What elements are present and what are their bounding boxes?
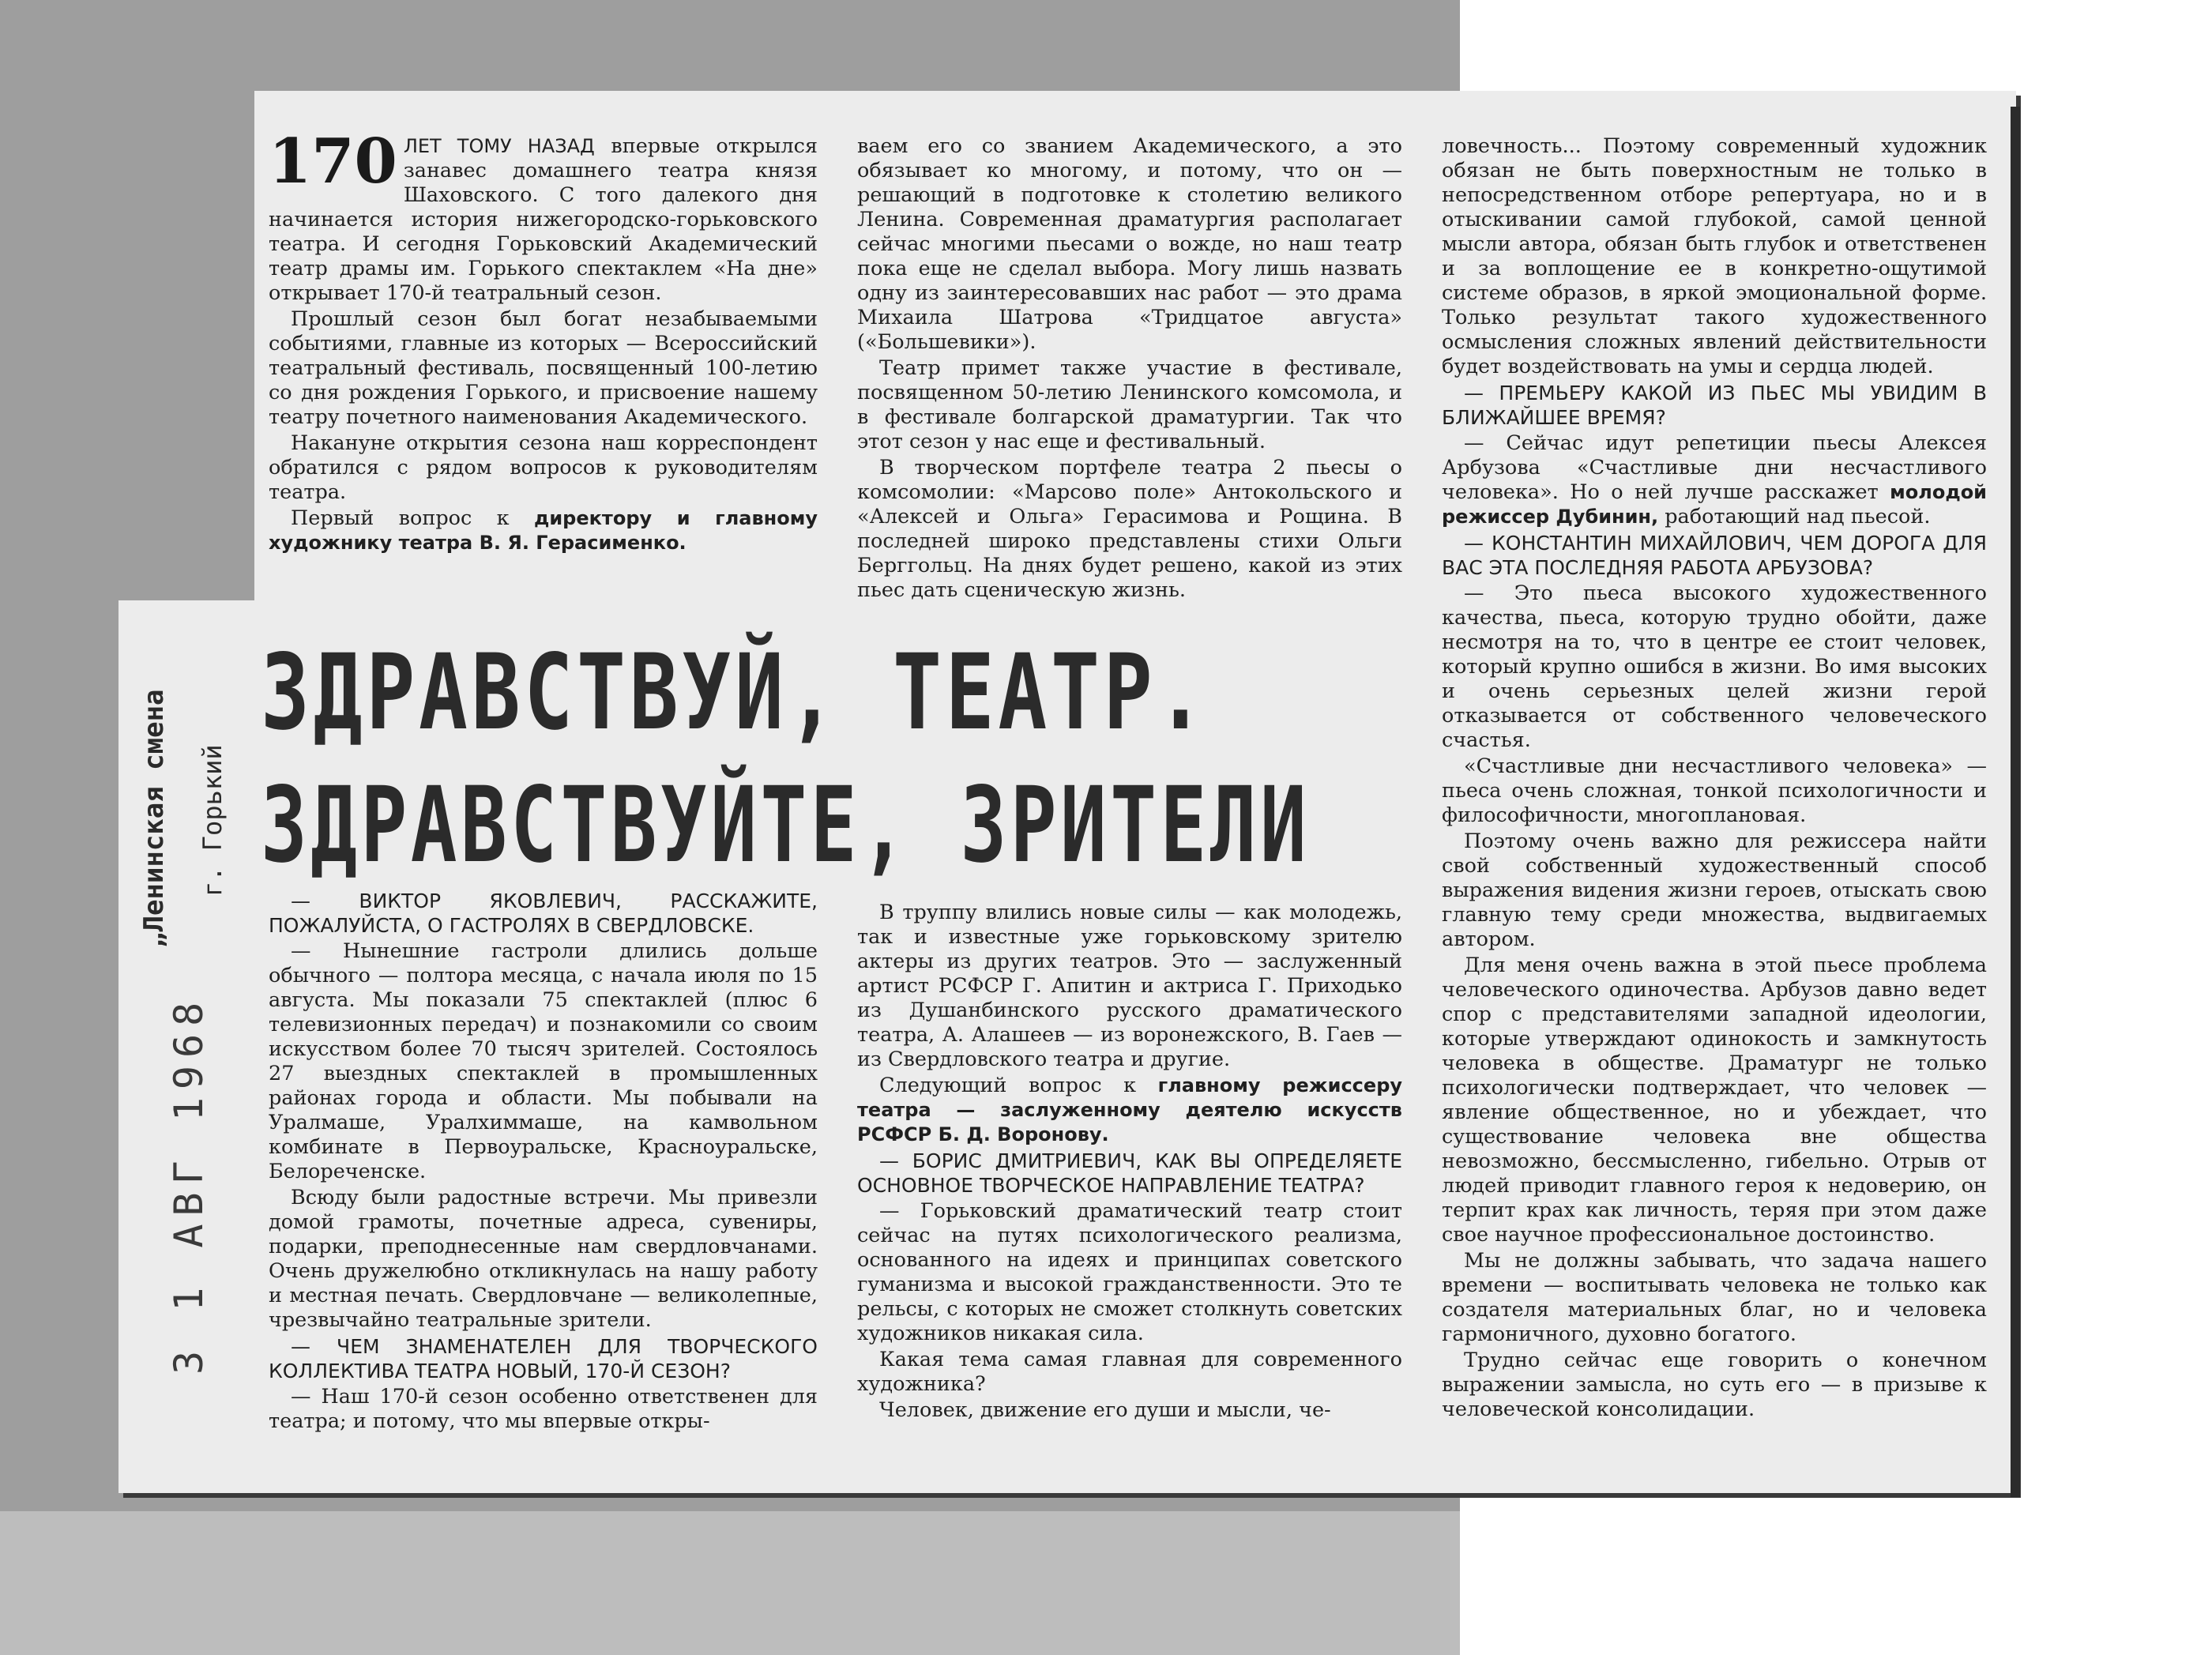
headline-line-2: ЗДРАВСТВУЙТЕ, ЗРИТЕЛИ — [261, 765, 1311, 886]
col4-question-2: — ЧЕМ ЗНАМЕНАТЕЛЕН ДЛЯ ТВОРЧЕСКОГО КОЛЛЕКТИВА ТЕАТРА НОВЫЙ, 170-Й СЕЗОН? — [269, 1335, 818, 1382]
col3-p1: ловечность... Поэтому современный художник обязан не быть поверхностным не только в непосредственном отборе репертуара, но и в отыскивании самой глубокой, самой ценной мысли автора, обязан быть глубок и ответственен и за воплощение ее в конкретно-ощутимой системе образов, в яркой эмоциональной форме. Только результат такого художественного осмысления сложных явлений действительности будет воздействовать на умы и сердца людей. — [1442, 134, 1987, 378]
intro-p4 — [269, 506, 818, 555]
col5-question-1: — БОРИС ДМИТРИЕВИЧ, КАК ВЫ ОПРЕДЕЛЯЕТЕ ОСНОВНОЕ ТВОРЧЕСКОЕ НАПРАВЛЕНИЕ ТЕАТРА? — [857, 1149, 1402, 1197]
newspaper-city: г. Горький — [198, 744, 228, 897]
date-stamp: 3 1 АВГ 1968 — [166, 994, 212, 1375]
col5-p3: Какая тема самая главная для современного художника? — [857, 1348, 1402, 1396]
intro-p4-text: Первый вопрос к — [291, 506, 510, 530]
intro-p2: Прошлый сезон был богат незабываемыми событиями, главные из которых — Всероссийский театральный фестиваль, посвященный 100-летию со дня рождения Горького, и присвоение нашему театру почетного наименования Академического. — [269, 307, 818, 429]
col5-p2 — [857, 1074, 1402, 1147]
col2-p2: Театр примет также участие в фестивале, посвященном 50-летию Ленинского комсомола, и в фестивале болгарской драматургии. Так что этот сезон у нас еще и фестивальный. — [857, 356, 1402, 453]
col3-answer-1-bold: молодой режиссер Дубинин, — [1442, 481, 1987, 528]
column-2 — [857, 134, 1402, 604]
col5-p2-text: Следующий вопрос к — [879, 1074, 1137, 1097]
col3-answer-2: — Это пьеса высокого художественного качества, пьеса, которую трудно обойти, даже несмотря на то, что в центре ее стоит человек, который крупно ошибся в жизни. Во имя высоких и очень серьезных целей жизни герой отказывается от собственного человеческого счастья. — [1442, 581, 1987, 752]
col4-answer-2: — Наш 170-й сезон особенно ответственен для театра; и потому, что мы впервые откры- — [269, 1385, 818, 1433]
intro-p4-bold: директору и главному художнику театра В. Я. Герасименко. — [269, 507, 818, 554]
intro-paragraph — [269, 126, 818, 306]
intro-text: впервые открылся занавес домашнего театра князя Шаховского. С того далекого дня начинается история нижегородско-горьковского театра. И сегодня Горьковский Академический театр драмы им. Горького спектаклем «На дне» открывает 170-й театральный сезон. — [269, 134, 818, 305]
col4-p2: Всюду были радостные встречи. Мы привезли домой грамоты, почетные адреса, сувениры, подарки, преподнесенные нам свердловчанами. Очень дружелюбно откликнулась на нашу работу и местная печать. Свердловчане — великолепные, чрезвычайно театральные зрители. — [269, 1186, 818, 1332]
col3-question-1: — ПРЕМЬЕРУ КАКОЙ ИЗ ПЬЕС МЫ УВИДИМ В БЛИЖАЙШЕЕ ВРЕМЯ? — [1442, 382, 1987, 429]
col5-p2-bold: главному режиссеру театра — заслуженному деятелю искусств РСФСР Б. Д. Воронову. — [857, 1074, 1403, 1145]
headline-line-1: ЗДРАВСТВУЙ, ТЕАТР. — [261, 632, 1209, 754]
col3-answer-1-tail: работающий над пьесой. — [1665, 505, 1931, 528]
column-4 — [269, 889, 818, 1435]
col3-p6: Трудно сейчас еще говорить о конечном выражении замысла, но суть его — в призыве к человеческой консолидации. — [1442, 1348, 1987, 1421]
col3-p3: Поэтому очень важно для режиссера найти свой собственный художественный способ выражения видения жизни героев, отыскать свою главную тему среди множества, выдвигаемых автором. — [1442, 829, 1987, 951]
scan-background-bottom — [0, 1511, 1460, 1655]
col3-p4: Для меня очень важна в этой пьесе проблема человеческого одиночества. Арбузов давно ведет спор с представителями западной идеологии, которые утверждают одинокость и замкнутость человека в обществе. Драматург не только психологически подтверждает, что человек — явление общественное, но и убеждает, что существование человека вне общества невозможно, бессмысленно, гибельно. Отрыв от людей приводит главного героя к недоверию, он терпит крах как личность, теряя при этом даже свое научное профессиональное достоинство. — [1442, 954, 1987, 1247]
col5-p1: В труппу влились новые силы — как молодежь, так и известные уже горьковскому зрителю актеры из других театров. Это — заслуженный артист РСФСР Г. Апитин и актриса Г. Приходько из Душанбинского русского драматического театра, А. Алашеев — из воронежского, В. Гаев — из Свердловского театра и другие. — [857, 901, 1402, 1071]
column-3 — [1442, 134, 1987, 1424]
col3-p2: «Счастливые дни несчастливого человека» — пьеса очень сложная, тонкой психологичности и философичности, многоплановая. — [1442, 754, 1987, 827]
intro-column — [269, 126, 818, 557]
col4-answer-1: — Нынешние гастроли длились дольше обычного — полтора месяца, с начала июля по 15 августа. Мы показали 75 спектаклей (плюс 6 телевизионных передач) и познакомили со своим искусством более 70 тысяч зрителей. Состоялось 27 выездных спектаклей в промышленных районах города и области. Мы побывали на Уралмаше, Уралхиммаше, на камвольном комбинате в Первоуральске, Красноуральске, Белореченске. — [269, 939, 818, 1183]
col5-answer-1: — Горьковский драматический театр стоит сейчас на путях психологического реализма, основанного на идеях и принципах советского гуманизма и высокой гражданственности. Это те рельсы, с которых не сможет столкнуть советских художников никакая сила. — [857, 1199, 1402, 1345]
intro-lead: ЛЕТ ТОМУ НАЗАД — [403, 135, 595, 157]
col3-answer-1-text: — Сейчас идут репетиции пьесы Алексея Арбузова «Счастливые дни несчастливого человека». Но о ней лучше расскажет — [1442, 431, 1987, 504]
col2-p1: ваем его со званием Академического, а это обязывает ко многому, и потому, что он — решающий в подготовке к столетию великого Ленина. Современная драматургия располагает сейчас многими пьесами о вожде, но наш театр пока еще не сделал выбора. Могу лишь назвать одну из заинтересовавших нас работ — это драма Михаила Шатрова «Тридцатое августа» («Большевики»). — [857, 134, 1402, 354]
col4-question-1: — ВИКТОР ЯКОВЛЕВИЧ, РАССКАЖИТЕ, ПОЖАЛУЙСТА, О ГАСТРОЛЯХ В СВЕРДЛОВСКЕ. — [269, 890, 818, 937]
col2-p3: В творческом портфеле театра 2 пьесы о комсомолии: «Марсово поле» Антокольского и «Алексей и Ольга» Герасимова и Рощина. В последней широко представлены стихи Ольги Берггольц. На днях будет решено, какой из этих пьес дать сценическую жизнь. — [857, 456, 1402, 602]
newspaper-name: „Ленинская смена — [138, 689, 170, 948]
clipping-edge-shadow — [2011, 107, 2020, 1497]
col3-question-2: — КОНСТАНТИН МИХАЙЛОВИЧ, ЧЕМ ДОРОГА ДЛЯ ВАС ЭТА ПОСЛЕДНЯЯ РАБОТА АРБУЗОВА? — [1442, 532, 1987, 579]
intro-p3: Накануне открытия сезона наш корреспондент обратился с рядом вопросов к руководителям театра. — [269, 431, 818, 504]
intro-number: 170 — [269, 126, 397, 197]
col3-answer-1 — [1442, 431, 1987, 529]
col5-p4: Человек, движение его души и мысли, че- — [879, 1398, 1331, 1422]
col3-p5: Мы не должны забывать, что задача нашего времени — воспитывать человека не только как создателя материальных благ, но и человека гармоничного, духовно богатого. — [1442, 1249, 1987, 1346]
column-5 — [857, 901, 1402, 1424]
